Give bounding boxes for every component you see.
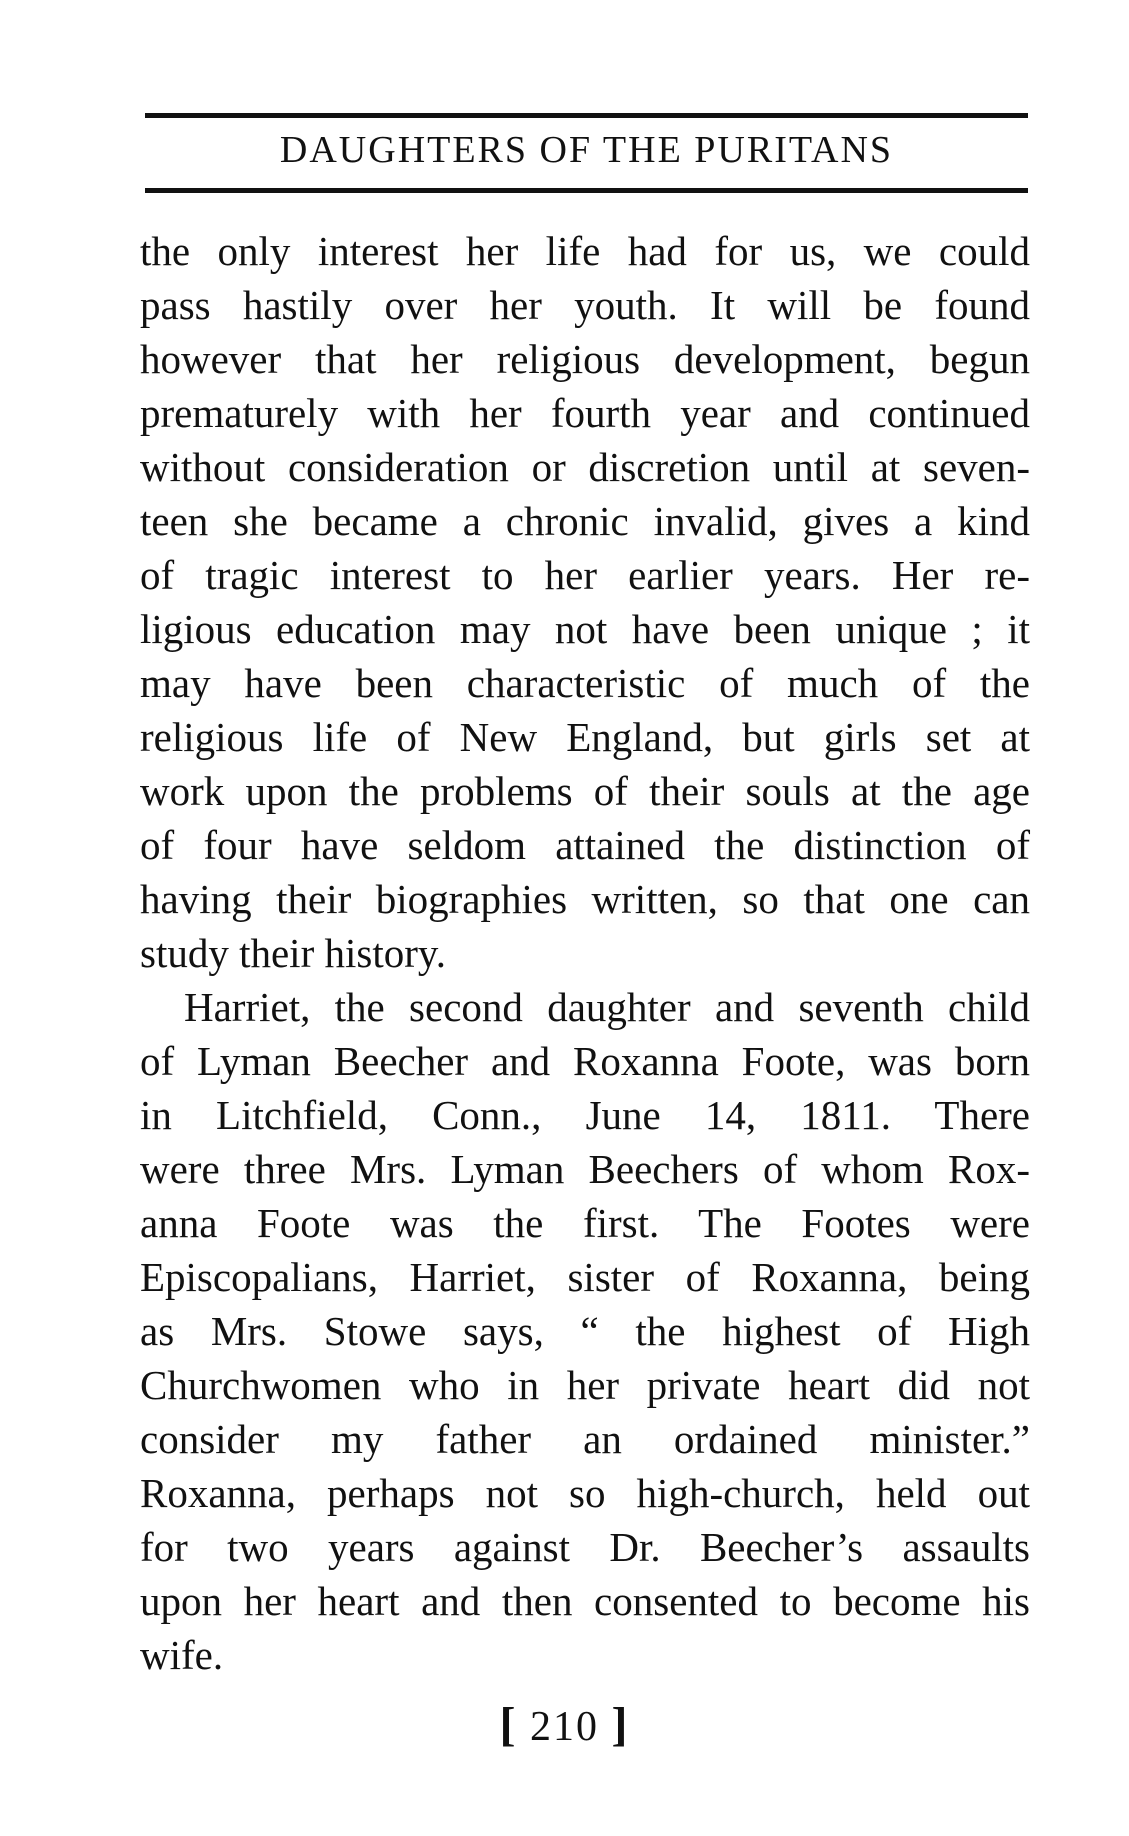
text-line: consider my father an ordained minister.”	[140, 1416, 1030, 1462]
text-line: the only interest her life had for us, we could	[140, 228, 1030, 274]
header-rule-top	[145, 113, 1028, 118]
page-number	[0, 1700, 1129, 1752]
text-line: were three Mrs. Lyman Beechers of whom Rox-	[140, 1146, 1030, 1192]
text-line: work upon the problems of their souls at the age	[140, 768, 1030, 814]
text-line: anna Foote was the first. The Footes were	[140, 1200, 1030, 1246]
text-line: for two years against Dr. Beecher’s assaults	[140, 1524, 1030, 1570]
text-line: wife.	[140, 1632, 224, 1678]
text-line: as Mrs. Stowe says, “ the highest of High	[140, 1308, 1030, 1354]
text-line: of four have seldom attained the distinction of	[140, 822, 1030, 868]
folio-close-bracket: ]	[611, 1698, 630, 1751]
text-line: ligious education may not have been unique ; it	[140, 606, 1030, 652]
text-line: teen she became a chronic invalid, gives a kind	[140, 498, 1030, 544]
folio-number: 210	[530, 1704, 599, 1750]
text-line: Episcopalians, Harriet, sister of Roxanna, being	[140, 1254, 1030, 1300]
text-line: may have been characteristic of much of the	[140, 660, 1030, 706]
text-line: upon her heart and then consented to become his	[140, 1578, 1030, 1624]
text-line: Churchwomen who in her private heart did not	[140, 1362, 1030, 1408]
text-line: pass hastily over her youth. It will be found	[140, 282, 1030, 328]
text-line: Harriet, the second daughter and seventh child	[184, 984, 1030, 1030]
paragraph	[140, 980, 1030, 1682]
header-rule-bottom	[145, 188, 1028, 193]
text-line: in Litchfield, Conn., June 14, 1811. There	[140, 1092, 1030, 1138]
text-line: of Lyman Beecher and Roxanna Foote, was born	[140, 1038, 1030, 1084]
text-line: prematurely with her fourth year and continued	[140, 390, 1030, 436]
text-line: study their history.	[140, 930, 446, 976]
running-head: DAUGHTERS OF THE PURITANS	[279, 129, 894, 171]
text-line: without consideration or discretion until at seven-	[140, 444, 1030, 490]
paragraph	[140, 224, 1030, 980]
text-line: however that her religious development, begun	[140, 336, 1030, 382]
text-line: religious life of New England, but girls set at	[140, 714, 1030, 760]
text-line: of tragic interest to her earlier years. Her re-	[140, 552, 1030, 598]
text-line: Roxanna, perhaps not so high-church, held out	[140, 1470, 1030, 1516]
folio-open-bracket: [	[499, 1698, 518, 1751]
body-text	[140, 224, 1030, 1682]
text-line: having their biographies written, so that one can	[140, 876, 1030, 922]
